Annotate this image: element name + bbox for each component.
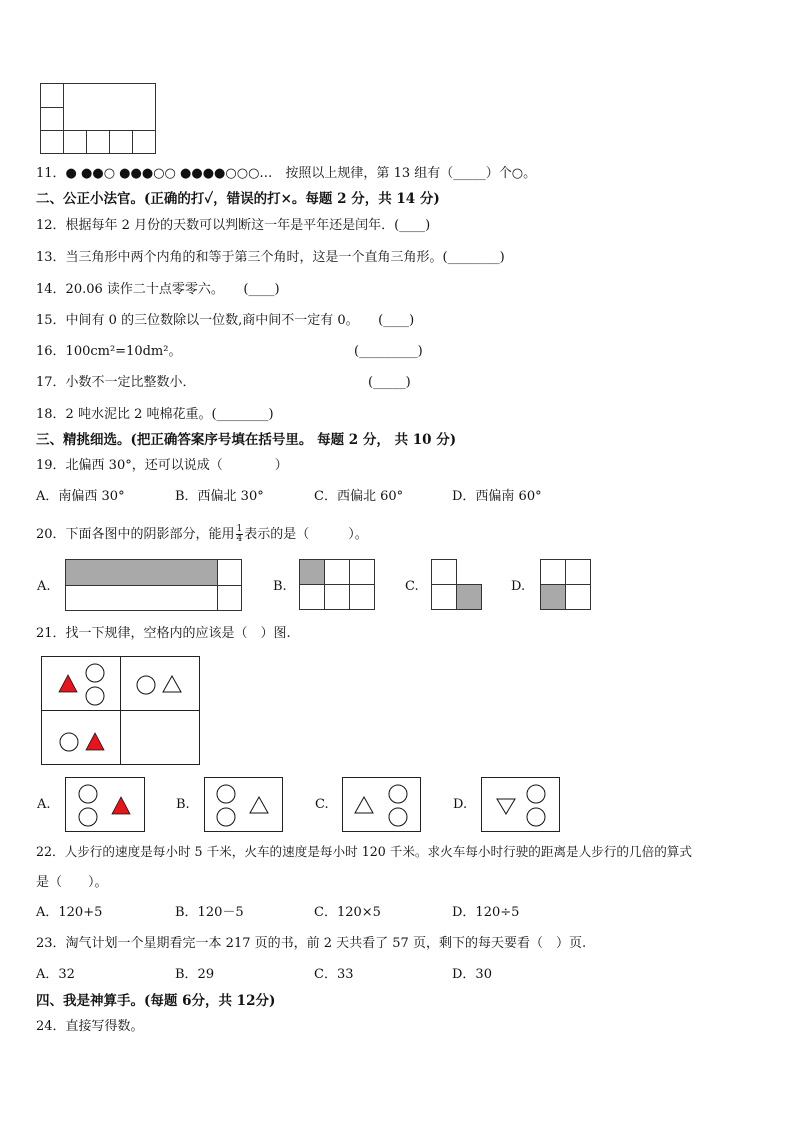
circle-icon	[217, 808, 235, 826]
question-24: 24．直接写得数。	[36, 1019, 144, 1034]
question-17: 17．小数不一定比整数小．	[36, 375, 196, 390]
question-20-post: 表示的是（ ）。	[244, 527, 368, 542]
circle-icon	[79, 808, 97, 826]
circle-icon	[217, 785, 235, 803]
q23-option-a[interactable]: A．32	[36, 967, 75, 982]
q21-label-b[interactable]: B.	[176, 797, 190, 812]
q22-option-d[interactable]: D．120÷5	[452, 905, 520, 920]
q23-option-b[interactable]: B．29	[175, 967, 215, 982]
fraction-denominator: 4	[236, 534, 243, 544]
q19-option-c[interactable]: C．西偏北 60°	[314, 489, 404, 504]
inverted-triangle-icon	[497, 799, 515, 814]
q20-label-b[interactable]: B.	[273, 579, 287, 594]
q22-option-a[interactable]: A．120+5	[36, 905, 103, 920]
section-3-title: 三、精挑细选。(把正确答案序号填在括号里。 每题 2 分， 共 10 分)	[36, 432, 457, 448]
question-22-line-2: 是（ ）。	[36, 875, 108, 890]
q23-option-d[interactable]: D．30	[452, 967, 492, 982]
question-12: 12．根据每年 2 月份的天数可以判断这一年是平年还是闰年．(____)	[36, 218, 431, 233]
triangle-icon	[355, 797, 373, 813]
q19-option-b[interactable]: B．西偏北 30°	[175, 489, 264, 504]
question-14: 14．20.06 读作二十点零零六。 (____)	[36, 282, 280, 297]
question-11: 11．● ●●○ ●●●○○ ●●●●○○○… 按照以上规律，第 13 组有（_____）个○。	[36, 166, 537, 181]
question-18: 18．2 吨水泥比 2 吨棉花重。(________)	[36, 407, 274, 422]
question-16-answer-blank[interactable]: (_________)	[354, 344, 423, 359]
q23-option-c[interactable]: C．33	[314, 967, 354, 982]
red-triangle-icon	[112, 797, 130, 814]
question-15: 15．中间有 0 的三位数除以一位数,商中间不一定有 0。 (____)	[36, 313, 415, 328]
section-2-title: 二、公正小法官。(正确的打✓，错误的打×。每题 2 分，共 14 分)	[36, 191, 440, 207]
q21-label-c[interactable]: C.	[315, 797, 329, 812]
circle-icon	[527, 785, 545, 803]
q22-option-c[interactable]: C．120×5	[314, 905, 381, 920]
question-13: 13．当三角形中两个内角的和等于第三个角时，这是一个直角三角形。(________)	[36, 250, 505, 265]
question-23: 23．淘气计划一个星期看完一本 217 页的书，前 2 天共看了 57 页，剩下的每天要看（ ）页.	[36, 936, 587, 951]
question-22-line-1: 22．人步行的速度是每小时 5 千米，火车的速度是每小时 120 千米。求火车每小时行驶的距离是人步行的几倍的算式	[36, 844, 692, 859]
q19-option-a[interactable]: A．南偏西 30°	[36, 489, 125, 504]
section-4-title: 四、我是神算手。(每题 6分，共 12分)	[36, 993, 276, 1009]
question-21: 21．找一下规律，空格内的应该是（ ）图.	[36, 626, 291, 641]
q20-label-a[interactable]: A.	[37, 579, 51, 594]
circle-icon	[389, 808, 407, 826]
q20-label-c[interactable]: C.	[405, 579, 419, 594]
circle-icon	[79, 785, 97, 803]
q19-option-d[interactable]: D．西偏南 60°	[452, 489, 542, 504]
fraction-numerator: 1	[236, 524, 243, 534]
circle-icon	[527, 808, 545, 826]
question-19: 19．北偏西 30°，还可以说成（ ）	[36, 458, 288, 473]
q20-label-d[interactable]: D.	[511, 579, 526, 594]
triangle-icon	[250, 797, 268, 813]
q21-label-a[interactable]: A.	[37, 797, 51, 812]
question-16: 16．100cm²=10dm²。	[36, 344, 182, 359]
question-20-pre: 20．下面各图中的阴影部分，能用	[36, 527, 235, 542]
question-17-answer-blank[interactable]: (_____)	[368, 375, 411, 390]
circle-icon	[389, 785, 407, 803]
q21-label-d[interactable]: D.	[453, 797, 468, 812]
q22-option-b[interactable]: B．120－5	[175, 905, 244, 920]
